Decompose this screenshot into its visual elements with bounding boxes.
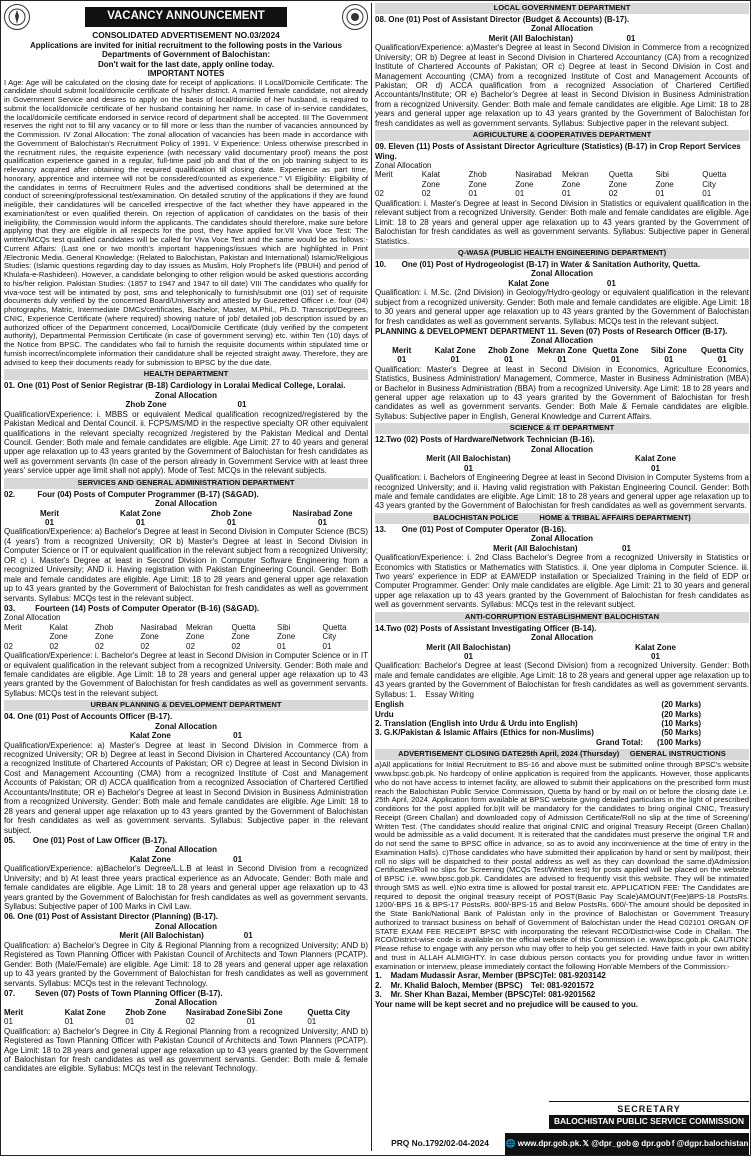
post-07-title: 07. Seven (07) Posts of Town Planning Officer (B-17).	[4, 988, 223, 998]
zone-count: 01	[562, 189, 571, 199]
marks-value: (10 Marks)	[661, 719, 701, 729]
commission-label: BALOCHISTAN PUBLIC SERVICE COMMISSION	[549, 1115, 749, 1129]
zone-count: 01	[651, 463, 660, 473]
balochistan-emblem-icon	[4, 4, 30, 30]
post-06-zone: Merit (All Balochistan) 01	[119, 931, 253, 941]
post-02-title: 02. Four (04) Posts of Computer Programmer (B-17) (S&GAD).	[4, 489, 259, 499]
post-12-zones	[375, 454, 749, 463]
twitter-link[interactable]: 𝕏 @dpr_gob	[582, 1139, 631, 1149]
post-02-zones	[4, 509, 368, 518]
zonal-allocation-label: Zonal Allocation	[155, 499, 217, 509]
post-12-text: Qualification: i. Bachelors of Engineering Degree at least in Second Division in Computer Systems from a recognized University; and ii. Having valid registration with Pakistan Engineering Council. Gender: Both male and female candidates are eligible. Age Limit: 18 to 28 years and general upper age relaxation up to 43 years granted by the Government of Balochistan for fresh candidates as well as government servants.	[375, 473, 749, 511]
post-14-counts	[375, 652, 749, 661]
zone-name: Zhob	[468, 170, 487, 180]
zone-name: Quetta Zone	[592, 345, 639, 355]
zone-count: 02	[375, 189, 384, 199]
zonal-allocation-label: Zonal Allocation	[531, 269, 593, 279]
zone-name: Kalat	[49, 622, 68, 632]
post-12-title: 12.Two (02) Posts of Hardware/Network Technician (B-16).	[375, 435, 595, 445]
section-police: BALOCHISTAN POLICE HOME & TRIBAL AFFAIRS DEPARTMENT)	[375, 513, 749, 524]
general-instructions: a)All applications for Initial Recruitment to BS-16 and above must be submitted online through BPSC's website www.bpsc.gob.pk. No hardcopy of online application is required from the applicants. However, those applicants who do not have access to internet facility, are allowed to submit their applications on the prescribed form must reach the Balochistan Public Service Commission, Quetta by hand or by mail on or before the closing date i.e. 25th April, 2024. Application form available at BPSC website giving detailed particulars in the light of prescribed conditions for the post applied for.b)It will be mandatory for the candidates to bring original CNIC, Treasury Receipt (Green Challan) and downloaded copy of Admission Certificate/Roll no slip at the time of Screening/ Written Test. (The candidates should realize that original CNIC and original Treasury Receipt (Green Challan) would be admissible as a valid document. It is reiterated that the candidates must preserve the original T.R and do not send the same to BPSC office in advance, so as to avoid any inconvenience at the time of entry in the Examination Halls). c)Those candidates who have submitted their application by hand or sent by mail/post, their roll no slips will be dispatched to their postal address as well as they can download the same.d)Admission Certificates/Roll no slips for Screening (MCQs Test/Written test) for posts applied will be placed on the website of BPSC i.e. www.bpsc.gob.pk. Candidates are advised to frequently visit this website. They will be intimated through SMS as well. e)No extra time is allowed for postal transit etc. APPLICATION FEE: The Candidates are required to deposit the original treasury receipt of POST(Basic Pay Scale)AMOUNT(Fee)BPS-18 PostsRs. 1200/-BPS 16 & BPS-17 PostsRs. 800/-BPS-15 and Below PostsRs. 600/-The amount should be deposited in the State Bank/National Bank of Pakistan only in the province of Balochistan or Government Treasury authorized to transact business on behalf of Government of Balochistan under the Head C02101 ORGAN OF STATE EXAM FEE RECEIPT BPSC with incorporating the relevant RCO/District-wise Code in Challan. The RCO/District-wise code is available on the official website of this Commission i.e. www.bpsc.gob.pk. CAUTION: Please refuse to engage with any person who may offer to help you get selected. Have faith in your own ability and trust in ALLAH ALMIGHTY. In case dubious person contacts you for providing undue favor in written examination or interview, please immediately contact the following Hon'able Members of the Commission:-	[375, 760, 749, 971]
website-text: www.dpr.gob.pk.	[517, 1139, 582, 1149]
marks-value: (100 Marks)	[656, 737, 701, 747]
instagram-text: dpr.gob	[641, 1139, 671, 1149]
post-07-zones	[4, 1008, 368, 1017]
post-05-zone: Kalat Zone 01	[129, 854, 243, 864]
instagram-link[interactable]: ◎ dpr.gob	[632, 1139, 671, 1149]
post-09-title: 09. Eleven (11) Posts of Assistant Director Agriculture (Statistics) (B-17) in Crop Report Services Wing.	[375, 142, 741, 161]
zone-count: 02	[186, 641, 195, 651]
zonal-allocation-label: Zonal Allocation	[155, 998, 217, 1008]
zonal-allocation-label: Zonal Allocation	[4, 613, 61, 623]
post-09-zones	[375, 170, 749, 179]
zone-name: Zone	[140, 632, 159, 642]
zone-count: 01	[655, 189, 665, 199]
member-row	[375, 971, 609, 980]
prq-number: PRQ No.1792/02-04-2024	[391, 1138, 489, 1149]
post-13-title: 13. One (01) Post of Computer Operator (B-16).	[375, 524, 567, 534]
marks-value: (50 Marks)	[661, 728, 701, 738]
members-list	[375, 971, 749, 999]
zone-name: Zone	[277, 632, 296, 642]
zone-name: Kalat Zone	[635, 642, 676, 652]
zone-name: Merit (All Balochistan)	[426, 642, 511, 652]
post-10-text: Qualification: i. M.Sc. (2nd Division) in Geology/Hydro-geology or equivalent qualification in the relevant subject from a recognized university. Gender: Both male and female candidates are eligible. Age Limit: 18 to 30 years and general upper age relaxation up to 43 years granted by the Government of Balochistan for fresh candidates as well as government servants. Syllabus: MCQs test in the relevant subject.	[375, 288, 749, 326]
zone-name: Sibi	[655, 170, 669, 180]
zone-count: 01	[557, 355, 567, 365]
intro-line-2: Departments of Government of Balochistan:	[101, 50, 271, 60]
zone-count: 02	[608, 189, 618, 199]
zone-name: Quetta	[702, 170, 727, 180]
member-name: 1. Madam Mudassir Asrar, Member (BPSC)	[375, 971, 543, 981]
zone-count: 01	[307, 1017, 317, 1027]
post-11-text: Qualification: Master's Degree at least in Second Division in Economics, Agriculture Economics, Statistics, Business Administration/ Management, Commerce, Master in Business Administration (MBA) or Bachelor in Business Administration (BBA) from a recognized University. Age Limit: 18 to 28 years and general upper age relaxation up to 43 years granted by the Government of Balochistan for fresh candidates as well as government servants. Gender: Both Male & Female candidates are eligible. Syllabus: Subjective paper in English, General Knowledge and Current Affairs.	[375, 364, 749, 421]
zonal-allocation-label: Zonal Allocation	[531, 633, 593, 643]
zone-name: Kalat Zone	[64, 1007, 106, 1017]
post-08-title: 08. One (01) Post of Assistant Director (Budget & Accounts) (B-17).	[375, 14, 630, 24]
section-sgad: SERVICES AND GENERAL ADMINISTRATION DEPARTMENT	[4, 478, 368, 489]
post-07-text: Qualification: a) Bachelor's Degree in City & Regional Planning from a recognized University; AND b) Registered as Town Planning Officer with Pakistan Council of Architects and Town Planners (PCATP). Age Limit: 18 to 28 years and general upper age relaxation up to 43 years granted by the Government of Balochistan for fresh candidates as well as government servants. Gender: Both male & female candidates are eligible. Syllabus: MCQs test in the relevant Technology.	[4, 1026, 368, 1074]
post-01-title: 01. One (01) Post of Senior Registrar (B-18) Cardiology in Loralai Medical College, Loralai.	[4, 381, 346, 391]
facebook-text: @dgpr.balochistan	[676, 1139, 749, 1149]
post-04-title: 04. One (01) Post of Accounts Officer (B-17).	[4, 712, 173, 722]
post-03-zones-2	[4, 632, 368, 641]
zonal-allocation-label: Zonal Allocation	[155, 390, 217, 400]
post-09-text: Qualification: i. Master's Degree at least in Second Division in Statistics or equivalent qualification in the relevant subject from a recognized University. Gender: Both male and female candidates are eligible. Age Limit: 18 to 28 years and general upper age relaxation up to 43 years granted by the Government of Balochistan for fresh candidates as well as government servants. Syllabus: Subjective paper in General Statistics.	[375, 198, 749, 246]
zone-name: Zhob	[95, 622, 114, 632]
zone-count: 01	[450, 355, 460, 365]
zone-count: 02	[421, 189, 431, 199]
bpsc-emblem-icon	[342, 4, 368, 30]
zone-count: 01	[4, 1017, 13, 1027]
zone-name: Zone	[562, 179, 581, 189]
zonal-allocation-label: Zonal Allocation	[531, 336, 593, 346]
zone-name: Zhob Zone	[488, 345, 529, 355]
zone-name: Nasirabad Zone	[186, 1007, 247, 1017]
marks-label: Urdu	[375, 709, 394, 719]
zone-name: Mekran	[562, 170, 589, 180]
post-11-title: PLANNING & DEVELOPMENT DEPARTMENT 11. Seven (07) Posts of Research Officer (B-17).	[375, 326, 728, 336]
zone-name: Mekran	[186, 622, 213, 632]
zone-name: Nasirabad Zone	[292, 508, 353, 518]
section-agriculture: AGRICULTURE & COOPERATIVES DEPARTMENT	[375, 130, 749, 141]
zone-count: 01	[227, 518, 236, 527]
post-14-title: 14.Two (02) Posts of Assistant Investigating Officer (B-14).	[375, 623, 597, 633]
post-08-zone: Merit (All Balochistan) 01	[488, 33, 636, 43]
zone-count: 01	[468, 189, 478, 199]
zone-name: Zone	[515, 179, 534, 189]
zone-name: Kalat	[421, 170, 440, 180]
zone-name: Zone	[186, 632, 205, 642]
post-02-text: Qualification/Experience: a) Bachelor's Degree at least in Second Division in Computer Science (BCS) (4 years') from a recognized University; OR b) Master's Degree at least in Second Division in Computer Science or IT or equivalent qualification in the relevant subject from a recognized University; OR c) i. Master's Degree at least in Second Division in Computer Software Engineering from a recognized University; AND ii. Having registration with Pakistan Engineering Council. Gender: Both male and female candidates are eligible. Age Limit: 18 to 28 years and general upper age relaxation up to 43 years granted by the Government of Balochistan for fresh candidates as well as government servants. Syllabus: MCQs test in the relevant subject.	[4, 527, 368, 603]
post-12-counts	[375, 464, 749, 473]
member-tel: Tel: 081-9203142	[542, 971, 606, 981]
facebook-link[interactable]: f @dgpr.balochistan	[671, 1139, 749, 1149]
column-divider	[371, 3, 372, 1151]
zone-count: 01	[464, 651, 473, 661]
important-notes: I Age: Age will be calculated on the closing date for receipt of applications. II Local/Domicile Certificate: The candidate should submit local/domicile certificate of his/her district. A married female candidate, not already in Government Service and desires to apply on the basis of local/domicile of her husband, is required to submit the local/domicile certificate of her husband containing her name. In case of in-service candidates, the local/domicile certificate endorsed in service record of department shall be accepted. III The Government reserves the right not to fill any vacancy or to fill more or less than the number of vacancies announced by the Commission. IV Zonal Allocation: The zonal allocation of vacancies has been made in accordance with the Government of Balochistan's Recruitment Policy of 1991. V Experience: Unless otherwise prescribed in the recruitment rules, the requisite experience (with necessary valid documentary proof) means the post qualification experience gained in a regular, full-time paid job and that of the on job training subject to its relevancy acquired after obtaining the required qualification till closing date. Experience as part time, honorary, apprentice and internee will not be considered/counted as experience." VI Eligibility: Eligibility of the candidates in terms of Recruitment Rules and the advertised conditions shall be determined at the conduct of screening/professional test/examination. On detailed scrutiny of the applications if they are found ineligible, their candidatures will be cancelled irrespective of the fact whether they have appeared in the examination/test or even qualified therein. On rejection of application of candidates on the basis of their ineligibility, the Commission would inform the applicants. The candidates should therefore, make sure before applying that they are eligible in all respects for the post, they have applied for.VII Viva Voce Test: The written/MCQs test qualified candidates will be called for Viva Voce Test and the same would be as follows:- Current Affairs: (Last one or two month's important happenings/issues which are highlighted in Print /Electronic Media. General Knowledge: (Related to Balochistan, Pakistan and International) Islamic/Religious Studies: (Islamic questions regarding day to day issues as Muslim, Holy Prophet's life (PBUH) and period of Khulafa-e-Rashideen). However, a candidate belonging to other religion would be asked questions according to his/her religion. Pakistan Studies: (1857 to 1947 and 1947 to till date) VIII The candidates who qualify for viva-voce test will be intimated by post, sms and telephonically to furnish/submit one (01) set of requisite documents duly verified by the concerned Board/University and attested by Guezetted Officer i.e. four (04) photographs, Matric, Intermediate DMCs/certificates, Bachelor, Master, M.Phil., Ph.D. Transcript/Degrees, CNIC, Experience Certificate (where required) showing nature of job/ detailed job description issued by an authorized officer of the Department concerned, Local/Domicile Certificate (duly verified by the competent authority), Departmental Permission Certificate (in case of government serving) etc. within Ten (10) days of the Notice from BPSC. The candidates who fail to furnish the requisite documents within stipulated time or furnish incorrect/incomplete information their candidature shall be rejected straight away. Therefore, they are advised to keep their documents ready for submission to BPSC by the due date.	[4, 77, 368, 367]
zone-name: Zone	[468, 179, 487, 189]
zone-name: Zone	[655, 179, 674, 189]
zone-count: 01	[651, 651, 660, 661]
zone-count: 01	[246, 1017, 256, 1027]
secrecy-note: Your name will be kept secret and no prejudice will be caused to you.	[375, 999, 639, 1009]
post-02-counts	[4, 518, 368, 527]
twitter-text: @dpr_gob	[591, 1139, 631, 1149]
zone-name: Kalat Zone	[434, 345, 476, 355]
zone-name: Zone	[608, 179, 627, 189]
zone-name: Quetta City	[700, 345, 744, 355]
section-science-it: SCIENCE & IT DEPARTMENT	[375, 423, 749, 434]
intro-line-3: Don't wait for the last date, apply online today.	[98, 59, 274, 69]
post-11-counts	[375, 355, 749, 364]
zone-name: Merit	[39, 508, 60, 518]
zone-name: Zone	[95, 632, 114, 642]
zone-count: 01	[277, 641, 286, 651]
footer-bar	[375, 1133, 749, 1155]
zone-name: Nasirabad	[140, 622, 177, 632]
zone-name: Zone	[231, 632, 250, 642]
section-anti-corruption: ANTI-CORRUPTION ESTABLISHMENT BALOCHISTAN	[375, 612, 749, 623]
zone-name: Zhob Zone	[211, 508, 252, 518]
zone-name: Sibi Zone	[246, 1007, 283, 1017]
vacancy-banner: VACANCY ANNOUNCEMENT	[85, 7, 287, 27]
zone-name: Nasirabad	[515, 170, 552, 180]
post-03-title: 03. Fourteen (14) Posts of Computer Operator (B-16) (S&GAD).	[4, 603, 260, 613]
post-09-counts	[375, 189, 749, 198]
zonal-allocation-label: Zonal Allocation	[155, 845, 217, 855]
marks-row	[375, 710, 749, 719]
zone-count: 02	[231, 641, 241, 651]
post-10-title: 10. One (01) Post of Hydrogeologist (B-17) in Water & Sanitation Authority, Quetta.	[375, 259, 701, 269]
section-health: HEALTH DEPARTMENT	[4, 369, 368, 380]
secretary-label: SECRETARY	[549, 1101, 749, 1115]
section-urban-planning: URBAN PLANNING & DEVELOPMENT DEPARTMENT	[4, 700, 368, 711]
zone-count: 01	[318, 518, 327, 527]
zone-count: 01	[397, 355, 407, 365]
zonal-allocation-label: Zonal Allocation	[155, 921, 217, 931]
member-name: 2. Mr. Khalid Baloch, Member (BPSC)	[375, 980, 523, 990]
post-14-zones	[375, 643, 749, 652]
member-row	[375, 990, 609, 999]
post-05-text: Qualification/Experience: a)Bachelor's Degree/L.L.B at least in Second Division from a recognized University; and b) At least three years practical experience as an Advocate. Gender: Both male and female candidates are eligible. Age Limit: 18 to 28 years and general upper age relaxation up to 43 years granted by the Government of Balochistan for fresh candidates as well as government servants. Syllabus: Subjective paper of 100 Marks in Civil Law.	[4, 864, 368, 912]
marks-value: (20 Marks)	[661, 700, 701, 710]
marks-label: 3. G.K/Pakistan & Islamic Affairs (Ethics for non-Muslims)	[375, 728, 594, 738]
post-11-zones	[375, 346, 749, 355]
zone-name: City	[702, 179, 717, 189]
zone-count: 01	[464, 463, 473, 473]
zone-count: 01	[664, 355, 674, 365]
post-03-text: Qualification/Experience: i. Bachelor's Degree at least in Second Division in Computer Science or in IT or equivalent qualification in the relevant subject from a recognized University. Gender: Both male and female candidates are eligible. Age Limit: 18 to 28 years and general upper age relaxation up to 43 years granted by the Government of Balochistan for fresh candidates as well as government servants. Syllabus: MCQs test in the relevant subject.	[4, 651, 368, 698]
zone-count: 01	[136, 518, 145, 527]
zone-count: 01	[610, 355, 620, 365]
zone-name: Zone	[49, 632, 68, 642]
zone-name: Merit (All Balochistan)	[426, 454, 511, 464]
zone-name: Sibi	[277, 622, 291, 632]
intro-line-1: Applications are invited for initial recruitment to the following posts in the Various	[29, 40, 343, 50]
zone-count: 02	[4, 641, 13, 651]
notes-title: IMPORTANT NOTES	[147, 69, 225, 79]
advert-number: CONSOLIDATED ADVERTISEMENT NO.03/2024	[92, 30, 280, 40]
social-links	[505, 1133, 749, 1155]
zone-name: Kalat Zone	[120, 508, 161, 518]
zone-count: 02	[95, 641, 104, 651]
section-local-government: LOCAL GOVERNMENT DEPARTMENT	[375, 3, 749, 14]
zone-name: Merit	[375, 170, 393, 180]
zone-count: 01	[322, 641, 332, 651]
marks-row	[375, 700, 749, 709]
zone-name	[4, 632, 50, 641]
zone-name: Merit	[4, 1007, 24, 1017]
post-05-title: 05. One (01) Post of Law Officer (B-17).	[4, 835, 168, 845]
post-04-zone: Kalat Zone 01	[129, 731, 243, 741]
zone-name: Merit	[4, 622, 22, 632]
zone-name: City	[322, 632, 337, 642]
zone-count: 01	[515, 189, 525, 199]
zone-name: Merit	[392, 345, 412, 355]
zone-count: 02	[49, 641, 59, 651]
zonal-allocation-label: Zonal Allocation	[531, 534, 593, 544]
member-row	[375, 981, 609, 990]
zone-name: Quetta City	[307, 1007, 351, 1017]
signature-block	[549, 1101, 749, 1129]
zone-name: Quetta	[608, 170, 633, 180]
zone-name: Sibi Zone	[650, 345, 687, 355]
post-14-text: Qualification: Bachelor's Degree at least (Second Division) from a recognized University. Gender: Both male and female candidates are eligible. Age Limit: 18 to 28 years and general upper age relaxation up to 43 years granted by the Government of Balochistan for fresh candidates as well as government servants. Syllabus: 1. Essay Writing	[375, 661, 749, 699]
post-03-zones	[4, 623, 368, 632]
marks-row	[375, 719, 749, 728]
zone-name: Quetta	[322, 622, 347, 632]
post-10-zone: Kalat Zone 01	[508, 278, 616, 288]
section-qwasa: Q-WASA (PUBLIC HEALTH ENGINEERING DEPARTMENT)	[375, 248, 749, 259]
zone-name: Mekran Zone	[537, 345, 587, 355]
header-row	[4, 3, 368, 31]
marks-label: English	[375, 700, 404, 710]
post-09-zones-2	[375, 180, 749, 189]
zonal-allocation-label: Zonal Allocation	[531, 24, 593, 34]
post-04-text: Qualification/Experience: a) Master's Degree at least in Second Division in Commerce from a recognized University; OR b) Degree at least in Second Division in Chartered Accountancy (CA) from a recognized Institute of Chartered Accounts of Pakistan; OR c) Degree at least in Second Division in Cost and Management Accounting (CMA) from a recognized Institute of Cost and Management Accounts of Pakistan; OR d) ACCA qualification from a recognized Association of Chartered Certified Accountants/Institute; OR e) Bachelor's Degree at least in Second Division in Business Administration from a recognized University. Gender: Both male and female candidates are eligible. Age Limit: 18 to 28 years and general upper age relaxation up to 43 years granted by the Government of Balochistan for fresh candidates as well as government servants. Syllabus: Subjective paper in the relevant subject.	[4, 740, 368, 835]
post-13-zone: Merit (All Balochistan) 01	[493, 543, 631, 553]
zone-name: Zhob Zone	[125, 1007, 167, 1017]
zone-count: 01	[45, 518, 54, 527]
zone-name	[375, 180, 422, 189]
zonal-allocation-label: Zonal Allocation	[531, 444, 593, 454]
marks-label: Grand Total:	[596, 737, 643, 747]
member-name: 3. Mr. Sher Khan Bazai, Member (BPSC)	[375, 990, 533, 1000]
zone-name: Kalat Zone	[635, 454, 676, 464]
marks-value: (20 Marks)	[661, 709, 701, 719]
zone-name: Zone	[421, 179, 440, 189]
post-01-zone: Zhob Zone 01	[125, 400, 247, 410]
member-tel: Tel: 081-9201562	[532, 990, 596, 1000]
post-07-counts	[4, 1017, 368, 1026]
left-column	[4, 3, 368, 1153]
zonal-allocation-label: Zonal Allocation	[155, 721, 217, 731]
marks-row	[375, 738, 749, 747]
syllabus-marks	[375, 700, 749, 747]
zone-count: 02	[140, 641, 150, 651]
post-03-counts	[4, 642, 368, 651]
zone-count: 01	[64, 1017, 74, 1027]
marks-row	[375, 728, 749, 737]
marks-label: 2. Translation (English into Urdu & Urdu into English)	[375, 719, 578, 729]
section-closing-date: ADVERTISEMENT CLOSING DATE25th April, 2024 (Thursday) GENERAL INSTRUCTIONS	[375, 749, 749, 760]
post-06-text: Qualification: a) Bachelor's Degree in City & Regional Planning from a recognized University; AND b) Registered as Town Planning Officer with Pakistan Council of Architects and Town Planners (PCATP). Gender: Both (Male/Female) are eligible. Age Limit: 18 to 28 years and general upper age relaxation up to 43 years granted by the Government of Balochistan for fresh candidates as well as government servants. Syllabus: MCQs test in the relevant Technology.	[4, 940, 368, 988]
zone-name: Quetta	[231, 622, 256, 632]
right-column	[375, 3, 749, 1153]
zone-count: 01	[717, 355, 727, 365]
zone-count: 01	[504, 355, 513, 365]
zone-count: 01	[125, 1017, 135, 1027]
website-link[interactable]: 🌐 www.dpr.gob.pk.	[505, 1139, 582, 1149]
zone-count: 02	[186, 1017, 195, 1027]
member-tel: Tel: 081-9201572	[531, 980, 595, 990]
post-13-text: Qualification/Experience: i. 2nd Class Bachelor's Degree from a recognized University in Statistics or Economics with Statistics or Mathematics with Statistics. ii. One year diploma in Computer Science. iii. Two years' experience in EDP at EAM/EDP installation or Specialized Training in the field of EDP or Computer Programmer. Gender: Only male candidates are eligible. Age Limit: 21 to 30 years and general upper age relaxation up to 43 years granted by the Government of Balochistan for fresh candidates as well as government servants. Syllabus: MCQs test in the relevant subject.	[375, 553, 749, 610]
zonal-allocation-label: Zonal Allocation	[375, 161, 432, 171]
post-01-text: Qualification/Experience: i. MBBS or equivalent Medical qualification recognized/registered by the Pakistan Medical and Dental Council. ii. FCPS/MS/MD in the respective specialty OR other equivalent qualifications in the relevant specialty recognized /registered by the Pakistan Medical and Dental Council. Gender: Both male and female candidates are eligible. Age Limit: 27 to 40 years and general upper age relaxation up to 43 years granted by the Government of Balochistan for fresh candidates as well as government servants (In case of the person already in Government Service with at least three years' service upper age limit shall not apply). Mode of Test: MCQs in the relevant subjects.	[4, 409, 368, 476]
zone-count: 01	[702, 189, 712, 199]
post-06-title: 06. One (01) Post of Assistant Director (Planning) (B-17).	[4, 912, 218, 922]
post-08-text: Qualification/Experience: a)Master's Degree at least in Second Division in Commerce from a recognized University; OR b) Degree at least in Second Division in Chartered Accountancy (CA) from a recognized Institute of Chartered Accounts of Pakistan; OR c) Degree at least in Second Division in Cost and Management Accounting (CMA) from a recognized Institute of Cost and Management Accounts of Pakistan; OR d) ACCA qualification from a recognized Association of Chartered Certified Accountants/Institute; OR e) Bachelor's Degree at least in Second Division in Business Administration from a recognized University. Gender: Both male and female candidates are eligible. Age Limit: 18 to 28 years and general upper age relaxation up to 43 years granted by the Government of Balochistan for fresh candidates as well as government servants. Syllabus: Subjective paper in the relevant subject.	[375, 43, 749, 128]
